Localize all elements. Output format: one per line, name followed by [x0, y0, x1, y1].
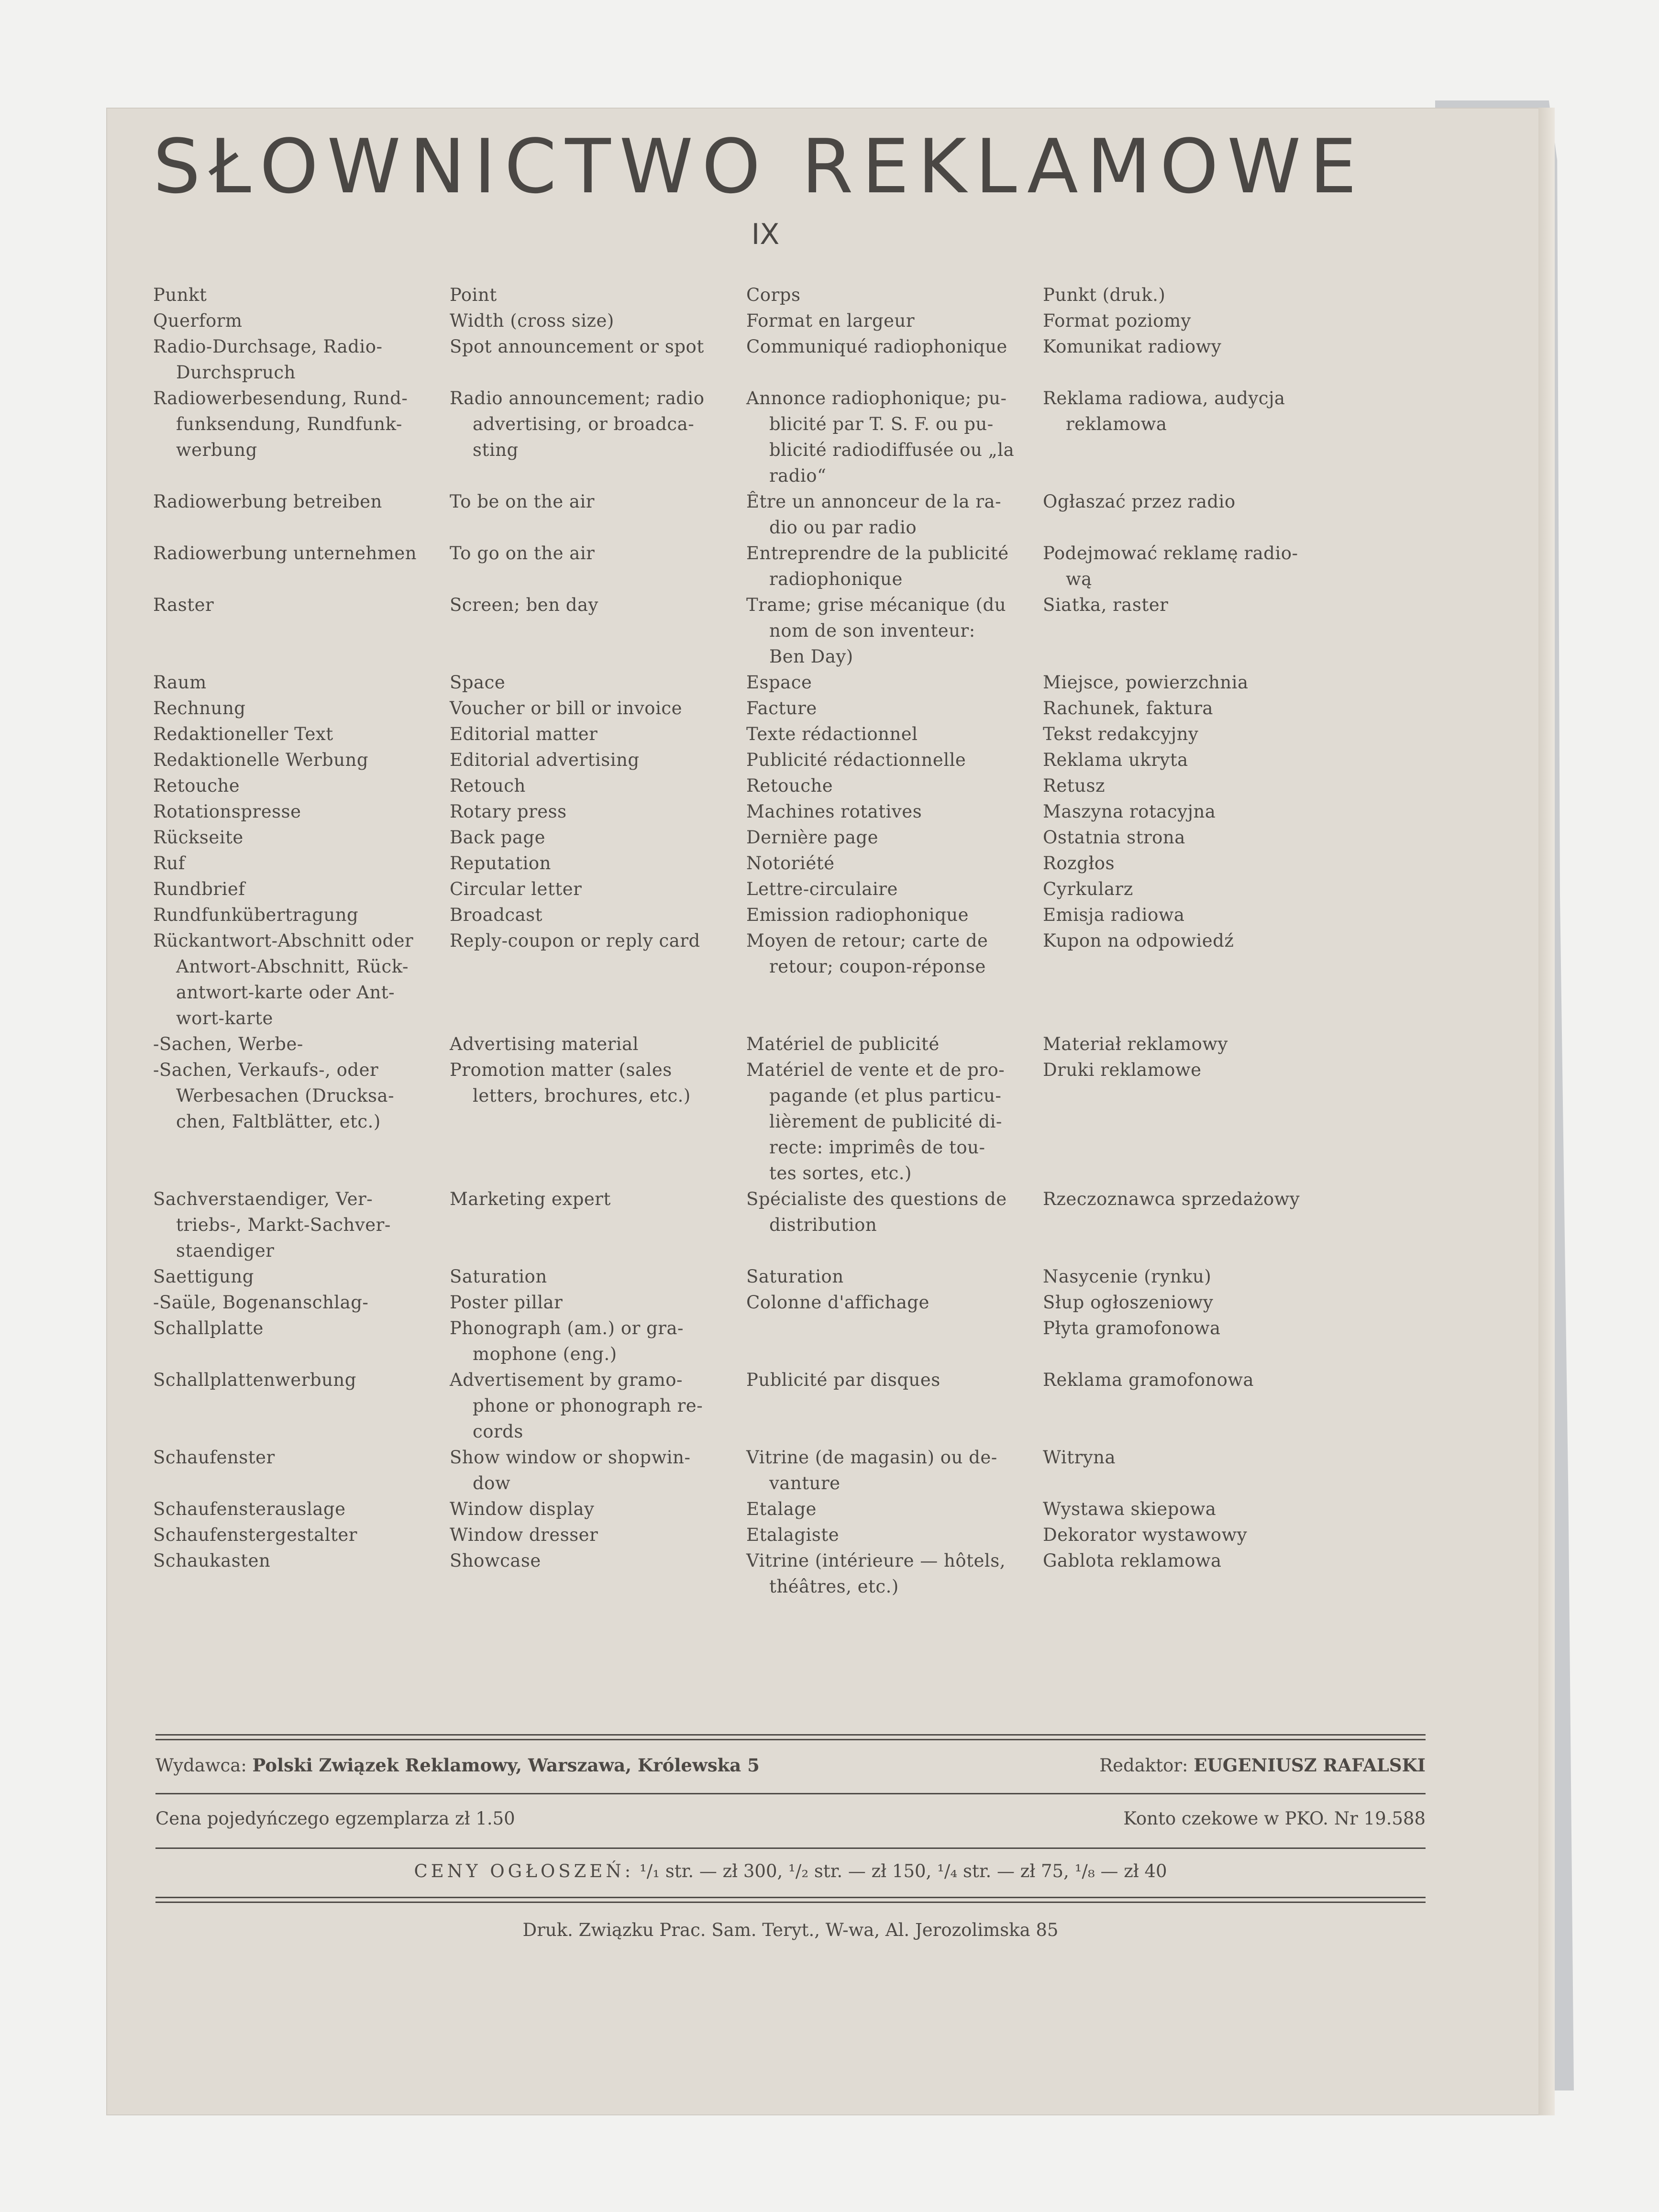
- glossary-row: [153, 1264, 1330, 1290]
- term-french: Vitrine (de magasin) ou de- vanture: [746, 1447, 997, 1493]
- term-german: Schaufenster: [153, 1447, 275, 1468]
- term-french: Communiqué radiophonique: [746, 336, 1007, 357]
- term-german: Rückantwort-Abschnitt oder Antwort-Abschnitt, Rück- antwort-karte oder Ant- wort-karte: [153, 930, 414, 1029]
- glossary-row: [153, 1445, 1330, 1496]
- glossary-row: [153, 1290, 1330, 1316]
- term-english: Showcase: [450, 1550, 541, 1571]
- printer-line: Druk. Związku Prac. Sam. Teryt., W-wa, Al. Jerozolimska 85: [522, 1920, 1059, 1940]
- glossary-row: [153, 721, 1330, 747]
- page-edge: [1538, 108, 1555, 2115]
- term-polish: Dekorator wystawowy: [1043, 1525, 1248, 1545]
- term-french: Notoriété: [746, 853, 835, 874]
- glossary-row: [153, 799, 1330, 825]
- ad-prices-label: CENY OGŁOSZEŃ:: [414, 1861, 634, 1881]
- term-polish: Nasycenie (rynku): [1043, 1266, 1212, 1287]
- term-polish: Reklama gramofonowa: [1043, 1370, 1254, 1390]
- term-german: Saettigung: [153, 1266, 254, 1287]
- term-polish: Miejsce, powierzchnia: [1043, 672, 1249, 693]
- term-polish: Siatka, raster: [1043, 595, 1169, 615]
- term-french: Espace: [746, 672, 812, 693]
- term-german: Schallplatte: [153, 1318, 264, 1338]
- glossary-row: [153, 902, 1330, 928]
- term-german: Radiowerbesendung, Rund- funksendung, Rundfunk- werbung: [153, 388, 408, 460]
- term-french: Matériel de publicité: [746, 1034, 940, 1054]
- term-polish: Gablota reklamowa: [1043, 1550, 1222, 1571]
- term-german: Schallplattenwerbung: [153, 1370, 356, 1390]
- term-polish: Tekst redakcyjny: [1043, 724, 1199, 744]
- glossary-row: [153, 1367, 1330, 1445]
- term-german: Rotationspresse: [153, 801, 301, 822]
- term-polish: Ogłaszać przez radio: [1043, 491, 1236, 512]
- term-german: Schaufensterauslage: [153, 1499, 346, 1519]
- term-english: Poster pillar: [450, 1292, 563, 1313]
- glossary-row: [153, 851, 1330, 876]
- page-title: SŁOWNICTWO REKLAMOWE: [153, 123, 1365, 210]
- term-french: Emission radiophonique: [746, 905, 969, 925]
- glossary-row: [153, 1548, 1330, 1600]
- term-french: Colonne d'affichage: [746, 1292, 929, 1313]
- term-english: Marketing expert: [450, 1189, 611, 1209]
- footer-rule-top: [155, 1734, 1426, 1740]
- term-polish: Retusz: [1043, 775, 1105, 796]
- term-french: [746, 1316, 1043, 1367]
- term-german: Rundbrief: [153, 879, 245, 899]
- glossary-row: [153, 592, 1330, 670]
- term-english: Promotion matter (sales letters, brochures, etc.): [450, 1060, 691, 1106]
- term-german: Redaktioneller Text: [153, 724, 333, 744]
- glossary-row: [153, 747, 1330, 773]
- term-french: Matériel de vente et de pro- pagande (et plus particu- lièrement de publicité di- recte: imprimês de tou- tes sortes, etc.): [746, 1060, 1005, 1183]
- term-german: Rückseite: [153, 827, 243, 848]
- term-english: Radio announcement; radio advertising, or broadca- sting: [450, 388, 705, 460]
- term-german: Punkt: [153, 285, 207, 305]
- term-french: Spécialiste des questions de distribution: [746, 1189, 1007, 1235]
- term-french: Format en largeur: [746, 310, 915, 331]
- editor-label: Redaktor:: [1099, 1755, 1188, 1776]
- term-english: Editorial advertising: [450, 750, 640, 770]
- term-french: Publicité rédactionnelle: [746, 750, 966, 770]
- term-english: Screen; ben day: [450, 595, 598, 615]
- glossary-row: [153, 1316, 1330, 1367]
- glossary-row: [153, 489, 1330, 541]
- glossary-row: [153, 1496, 1330, 1522]
- term-polish: Rozgłos: [1043, 853, 1115, 874]
- term-german: Retouche: [153, 775, 240, 796]
- page-number-roman: IX: [751, 218, 780, 251]
- term-english: Advertising material: [450, 1034, 639, 1054]
- glossary-row: [153, 1031, 1330, 1057]
- term-polish: Wystawa skiepowa: [1043, 1499, 1217, 1519]
- single-copy-price: Cena pojedyńczego egzemplarza zł 1.50: [155, 1808, 515, 1829]
- term-german: -Sachen, Verkaufs-, oder Werbesachen (Drucksa- chen, Faltblätter, etc.): [153, 1060, 395, 1132]
- term-english: Reputation: [450, 853, 552, 874]
- term-french: Trame; grise mécanique (du nom de son inventeur: Ben Day): [746, 595, 1006, 667]
- term-german: Redaktionelle Werbung: [153, 750, 369, 770]
- term-english: Phonograph (am.) or gra- mophone (eng.): [450, 1318, 684, 1364]
- term-english: Advertisement by gramo- phone or phonograph re- cords: [450, 1370, 703, 1442]
- term-french: Machines rotatives: [746, 801, 922, 822]
- term-french: Annonce radiophonique; pu- blicité par T. S. F. ou pu- blicité radiodiffusée ou „la radio“: [746, 388, 1015, 486]
- glossary-table: [153, 282, 1330, 1600]
- term-english: To be on the air: [450, 491, 595, 512]
- glossary-row: [153, 541, 1330, 592]
- term-french: Entreprendre de la publicité radiophonique: [746, 543, 1009, 589]
- price-line: [155, 1808, 1426, 1829]
- term-french: Etalagiste: [746, 1525, 840, 1545]
- term-polish: Kupon na odpowiedź: [1043, 930, 1234, 951]
- glossary-row: [153, 334, 1330, 386]
- glossary-row: [153, 308, 1330, 334]
- term-german: Schaufenstergestalter: [153, 1525, 357, 1545]
- term-polish: Rzeczoznawca sprzedażowy: [1043, 1189, 1300, 1209]
- term-polish: Słup ogłoszeniowy: [1043, 1292, 1214, 1313]
- term-polish: Format poziomy: [1043, 310, 1191, 331]
- glossary-row: [153, 1057, 1330, 1186]
- term-english: Window display: [450, 1499, 595, 1519]
- term-german: Ruf: [153, 853, 185, 874]
- term-polish: Materiał reklamowy: [1043, 1034, 1228, 1054]
- term-french: Être un annonceur de la ra- dio ou par radio: [746, 491, 1002, 538]
- term-french: Etalage: [746, 1499, 817, 1519]
- term-polish: Punkt (druk.): [1043, 285, 1166, 305]
- term-french: Facture: [746, 698, 817, 719]
- bank-account: Konto czekowe w PKO. Nr 19.588: [1123, 1808, 1426, 1829]
- footer-rule-bottom: [155, 1897, 1426, 1903]
- term-polish: Cyrkularz: [1043, 879, 1133, 899]
- term-polish: Maszyna rotacyjna: [1043, 801, 1216, 822]
- publisher-line: [155, 1755, 1426, 1776]
- term-french: Dernière page: [746, 827, 878, 848]
- editor-name: EUGENIUSZ RAFALSKI: [1194, 1755, 1426, 1776]
- term-french: Vitrine (intérieure — hôtels, théâtres, etc.): [746, 1550, 1006, 1597]
- term-polish: Rachunek, faktura: [1043, 698, 1213, 719]
- term-french: Texte rédactionnel: [746, 724, 918, 744]
- term-english: Voucher or bill or invoice: [450, 698, 683, 719]
- term-german: Sachverstaendiger, Ver- triebs-, Markt-Sachver- staendiger: [153, 1189, 391, 1261]
- term-english: Editorial matter: [450, 724, 598, 744]
- term-german: -Sachen, Werbe-: [153, 1034, 303, 1054]
- term-german: Querform: [153, 310, 243, 331]
- term-english: Rotary press: [450, 801, 567, 822]
- term-german: Rundfunkübertragung: [153, 905, 359, 925]
- publisher-info: [155, 1755, 760, 1776]
- term-polish: Reklama ukryta: [1043, 750, 1188, 770]
- glossary-row: [153, 1186, 1330, 1264]
- term-polish: Emisja radiowa: [1043, 905, 1185, 925]
- term-english: Circular letter: [450, 879, 582, 899]
- term-english: Reply-coupon or reply card: [450, 930, 700, 951]
- term-polish: Ostatnia strona: [1043, 827, 1185, 848]
- term-english: Spot announcement or spot: [450, 336, 704, 357]
- glossary-row: [153, 825, 1330, 851]
- ad-prices: ¹/₁ str. — zł 300, ¹/₂ str. — zł 150, ¹/₄ str. — zł 75, ¹/₈ — zł 40: [639, 1861, 1167, 1881]
- term-german: Radiowerbung betreiben: [153, 491, 382, 512]
- term-polish: Reklama radiowa, audycja reklamowa: [1043, 388, 1285, 434]
- term-german: -Saüle, Bogenanschlag-: [153, 1292, 369, 1313]
- term-german: Raum: [153, 672, 207, 693]
- term-german: Radio-Durchsage, Radio- Durchspruch: [153, 336, 383, 383]
- term-english: Width (cross size): [450, 310, 614, 331]
- editor-info: [1099, 1755, 1426, 1776]
- glossary-row: [153, 876, 1330, 902]
- glossary-row: [153, 928, 1330, 1031]
- term-german: Schaukasten: [153, 1550, 271, 1571]
- glossary-row: [153, 670, 1330, 696]
- term-german: Radiowerbung unternehmen: [153, 543, 417, 564]
- term-french: Retouche: [746, 775, 833, 796]
- term-english: Window dresser: [450, 1525, 598, 1545]
- term-polish: Witryna: [1043, 1447, 1116, 1468]
- term-french: Moyen de retour; carte de retour; coupon-réponse: [746, 930, 988, 977]
- publisher-label: Wydawca:: [155, 1755, 247, 1776]
- term-english: Saturation: [450, 1266, 547, 1287]
- term-english: To go on the air: [450, 543, 595, 564]
- glossary-row: [153, 696, 1330, 721]
- term-german: Rechnung: [153, 698, 246, 719]
- term-english: Back page: [450, 827, 545, 848]
- term-german: Raster: [153, 595, 214, 615]
- term-english: Point: [450, 285, 497, 305]
- term-english: Broadcast: [450, 905, 543, 925]
- term-polish: Podejmować reklamę radio- wą: [1043, 543, 1298, 589]
- publisher-name: Polski Związek Reklamowy, Warszawa, Królewska 5: [252, 1755, 760, 1776]
- term-french: Saturation: [746, 1266, 844, 1287]
- glossary-row: [153, 386, 1330, 489]
- term-english: Space: [450, 672, 506, 693]
- term-polish: Płyta gramofonowa: [1043, 1318, 1221, 1338]
- ad-prices-line: [155, 1861, 1426, 1881]
- term-english: Show window or shopwin- dow: [450, 1447, 691, 1493]
- footer-rule-3: [155, 1847, 1426, 1849]
- term-english: Retouch: [450, 775, 526, 796]
- glossary-row: [153, 773, 1330, 799]
- term-polish: Komunikat radiowy: [1043, 336, 1222, 357]
- term-french: Publicité par disques: [746, 1370, 940, 1390]
- term-polish: Druki reklamowe: [1043, 1060, 1202, 1080]
- glossary-row: [153, 1522, 1330, 1548]
- term-french: Lettre-circulaire: [746, 879, 898, 899]
- glossary-row: [153, 282, 1330, 308]
- footer-rule-2: [155, 1793, 1426, 1794]
- term-french: Corps: [746, 285, 801, 305]
